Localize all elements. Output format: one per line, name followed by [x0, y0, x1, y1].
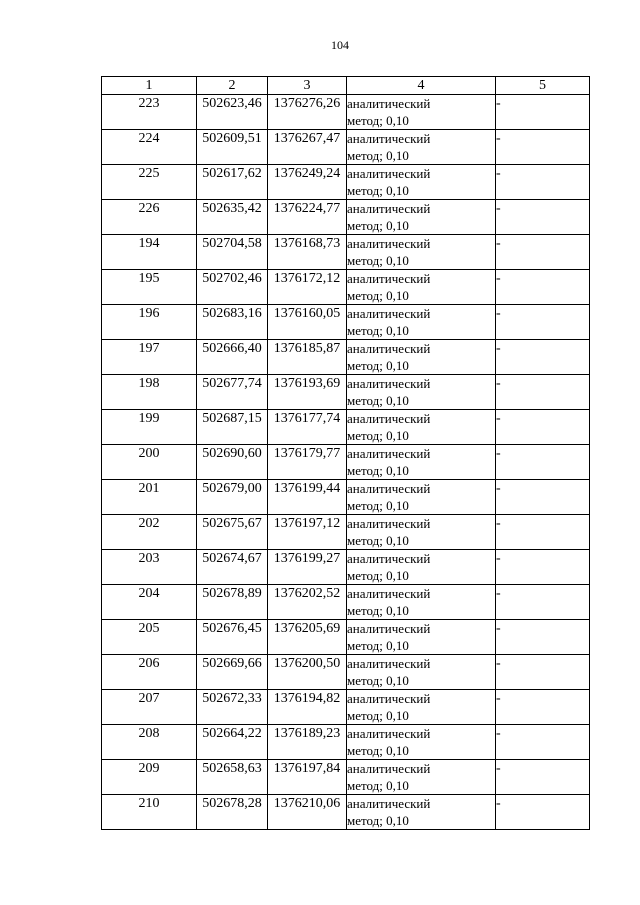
coordinates-table	[101, 76, 590, 830]
method-line: аналитический	[347, 411, 431, 426]
method-cell	[347, 165, 496, 200]
point-number: 210	[102, 795, 197, 830]
point-number: 196	[102, 305, 197, 340]
point-number: 202	[102, 515, 197, 550]
point-number: 223	[102, 95, 197, 130]
coordinate-y: 1376224,77	[268, 200, 347, 235]
column-header: 4	[347, 77, 496, 95]
coordinate-x: 502609,51	[197, 130, 268, 165]
table-row	[102, 375, 590, 410]
method-cell	[347, 760, 496, 795]
coordinate-x: 502658,63	[197, 760, 268, 795]
point-number: 197	[102, 340, 197, 375]
table-row	[102, 620, 590, 655]
column-5-value: -	[496, 550, 590, 585]
table-row	[102, 305, 590, 340]
table-row	[102, 550, 590, 585]
method-cell	[347, 655, 496, 690]
coordinate-y: 1376189,23	[268, 725, 347, 760]
method-cell	[347, 585, 496, 620]
column-5-value: -	[496, 130, 590, 165]
method-line: метод; 0,10	[347, 463, 409, 478]
method-line: метод; 0,10	[347, 113, 409, 128]
method-line: аналитический	[347, 621, 431, 636]
method-line: метод; 0,10	[347, 498, 409, 513]
method-line: метод; 0,10	[347, 813, 409, 828]
method-line: аналитический	[347, 761, 431, 776]
point-number: 203	[102, 550, 197, 585]
point-number: 209	[102, 760, 197, 795]
coordinate-x: 502679,00	[197, 480, 268, 515]
method-line: метод; 0,10	[347, 253, 409, 268]
method-line: метод; 0,10	[347, 533, 409, 548]
method-cell	[347, 375, 496, 410]
method-line: метод; 0,10	[347, 603, 409, 618]
table-row	[102, 165, 590, 200]
coordinate-y: 1376197,12	[268, 515, 347, 550]
point-number: 201	[102, 480, 197, 515]
column-5-value: -	[496, 620, 590, 655]
coordinate-x: 502676,45	[197, 620, 268, 655]
coordinate-y: 1376267,47	[268, 130, 347, 165]
method-cell	[347, 130, 496, 165]
method-line: аналитический	[347, 726, 431, 741]
method-line: метод; 0,10	[347, 708, 409, 723]
point-number: 224	[102, 130, 197, 165]
column-header: 3	[268, 77, 347, 95]
coordinate-y: 1376194,82	[268, 690, 347, 725]
coordinate-y: 1376205,69	[268, 620, 347, 655]
table-row	[102, 655, 590, 690]
coordinate-x: 502674,67	[197, 550, 268, 585]
method-cell	[347, 445, 496, 480]
method-cell	[347, 725, 496, 760]
coordinate-y: 1376199,44	[268, 480, 347, 515]
coordinate-x: 502678,89	[197, 585, 268, 620]
method-line: метод; 0,10	[347, 778, 409, 793]
column-header: 5	[496, 77, 590, 95]
method-line: метод; 0,10	[347, 323, 409, 338]
table-row	[102, 130, 590, 165]
table-row	[102, 410, 590, 445]
footer-bleed-through	[0, 892, 640, 905]
coordinate-x: 502672,33	[197, 690, 268, 725]
column-5-value: -	[496, 760, 590, 795]
point-number: 199	[102, 410, 197, 445]
method-cell	[347, 200, 496, 235]
column-5-value: -	[496, 655, 590, 690]
method-line: аналитический	[347, 96, 431, 111]
method-line: аналитический	[347, 306, 431, 321]
column-5-value: -	[496, 305, 590, 340]
column-5-value: -	[496, 585, 590, 620]
coordinate-y: 1376193,69	[268, 375, 347, 410]
column-5-value: -	[496, 165, 590, 200]
coordinate-x: 502677,74	[197, 375, 268, 410]
table-row	[102, 795, 590, 830]
method-line: аналитический	[347, 656, 431, 671]
coordinate-x: 502702,46	[197, 270, 268, 305]
method-line: метод; 0,10	[347, 183, 409, 198]
coordinate-x: 502617,62	[197, 165, 268, 200]
point-number: 195	[102, 270, 197, 305]
method-line: метод; 0,10	[347, 743, 409, 758]
method-line: метод; 0,10	[347, 393, 409, 408]
coordinate-y: 1376200,50	[268, 655, 347, 690]
method-cell	[347, 410, 496, 445]
column-5-value: -	[496, 725, 590, 760]
coordinate-x: 502690,60	[197, 445, 268, 480]
coordinate-y: 1376249,24	[268, 165, 347, 200]
method-line: метод; 0,10	[347, 638, 409, 653]
point-number: 208	[102, 725, 197, 760]
table-row	[102, 200, 590, 235]
table-row	[102, 585, 590, 620]
column-5-value: -	[496, 340, 590, 375]
coordinate-x: 502678,28	[197, 795, 268, 830]
coordinate-y: 1376172,12	[268, 270, 347, 305]
point-number: 204	[102, 585, 197, 620]
method-line: метод; 0,10	[347, 358, 409, 373]
table-row	[102, 270, 590, 305]
method-line: метод; 0,10	[347, 428, 409, 443]
coordinate-x: 502664,22	[197, 725, 268, 760]
column-5-value: -	[496, 410, 590, 445]
method-line: аналитический	[347, 166, 431, 181]
column-5-value: -	[496, 375, 590, 410]
method-line: аналитический	[347, 271, 431, 286]
coordinate-x: 502635,42	[197, 200, 268, 235]
method-line: аналитический	[347, 796, 431, 811]
coordinate-y: 1376185,87	[268, 340, 347, 375]
method-line: аналитический	[347, 586, 431, 601]
method-line: метод; 0,10	[347, 288, 409, 303]
method-line: метод; 0,10	[347, 673, 409, 688]
table-row	[102, 690, 590, 725]
column-5-value: -	[496, 200, 590, 235]
method-line: аналитический	[347, 516, 431, 531]
method-cell	[347, 95, 496, 130]
coordinate-y: 1376160,05	[268, 305, 347, 340]
table-row	[102, 95, 590, 130]
method-cell	[347, 340, 496, 375]
column-5-value: -	[496, 480, 590, 515]
column-5-value: -	[496, 270, 590, 305]
coordinate-x: 502683,16	[197, 305, 268, 340]
method-cell	[347, 690, 496, 725]
table-row	[102, 445, 590, 480]
point-number: 205	[102, 620, 197, 655]
method-cell	[347, 305, 496, 340]
coordinate-y: 1376179,77	[268, 445, 347, 480]
method-line: метод; 0,10	[347, 148, 409, 163]
method-cell	[347, 550, 496, 585]
column-5-value: -	[496, 445, 590, 480]
point-number: 200	[102, 445, 197, 480]
column-5-value: -	[496, 235, 590, 270]
method-line: метод; 0,10	[347, 218, 409, 233]
column-5-value: -	[496, 795, 590, 830]
table-row	[102, 515, 590, 550]
method-line: аналитический	[347, 131, 431, 146]
point-number: 225	[102, 165, 197, 200]
coordinate-y: 1376197,84	[268, 760, 347, 795]
point-number: 194	[102, 235, 197, 270]
method-line: аналитический	[347, 551, 431, 566]
coordinate-y: 1376276,26	[268, 95, 347, 130]
method-cell	[347, 515, 496, 550]
method-line: аналитический	[347, 341, 431, 356]
method-line: аналитический	[347, 201, 431, 216]
point-number: 207	[102, 690, 197, 725]
coordinate-y: 1376202,52	[268, 585, 347, 620]
coordinate-x: 502704,58	[197, 235, 268, 270]
table-row	[102, 340, 590, 375]
coordinate-x: 502675,67	[197, 515, 268, 550]
column-header: 1	[102, 77, 197, 95]
method-line: аналитический	[347, 446, 431, 461]
method-cell	[347, 235, 496, 270]
method-cell	[347, 795, 496, 830]
method-cell	[347, 270, 496, 305]
column-header: 2	[197, 77, 268, 95]
column-5-value: -	[496, 95, 590, 130]
method-line: метод; 0,10	[347, 568, 409, 583]
page-number: 104	[331, 38, 349, 52]
table-row	[102, 235, 590, 270]
coordinate-y: 1376168,73	[268, 235, 347, 270]
coordinate-y: 1376177,74	[268, 410, 347, 445]
coordinate-x: 502666,40	[197, 340, 268, 375]
column-5-value: -	[496, 515, 590, 550]
point-number: 226	[102, 200, 197, 235]
coordinate-x: 502669,66	[197, 655, 268, 690]
method-line: аналитический	[347, 481, 431, 496]
coordinate-x: 502623,46	[197, 95, 268, 130]
point-number: 206	[102, 655, 197, 690]
coordinate-y: 1376210,06	[268, 795, 347, 830]
method-line: аналитический	[347, 691, 431, 706]
coordinate-y: 1376199,27	[268, 550, 347, 585]
table-row	[102, 480, 590, 515]
method-line: аналитический	[347, 236, 431, 251]
method-cell	[347, 480, 496, 515]
table-header-row	[102, 77, 590, 95]
table-row	[102, 760, 590, 795]
column-5-value: -	[496, 690, 590, 725]
point-number: 198	[102, 375, 197, 410]
method-cell	[347, 620, 496, 655]
coordinate-x: 502687,15	[197, 410, 268, 445]
table-row	[102, 725, 590, 760]
method-line: аналитический	[347, 376, 431, 391]
